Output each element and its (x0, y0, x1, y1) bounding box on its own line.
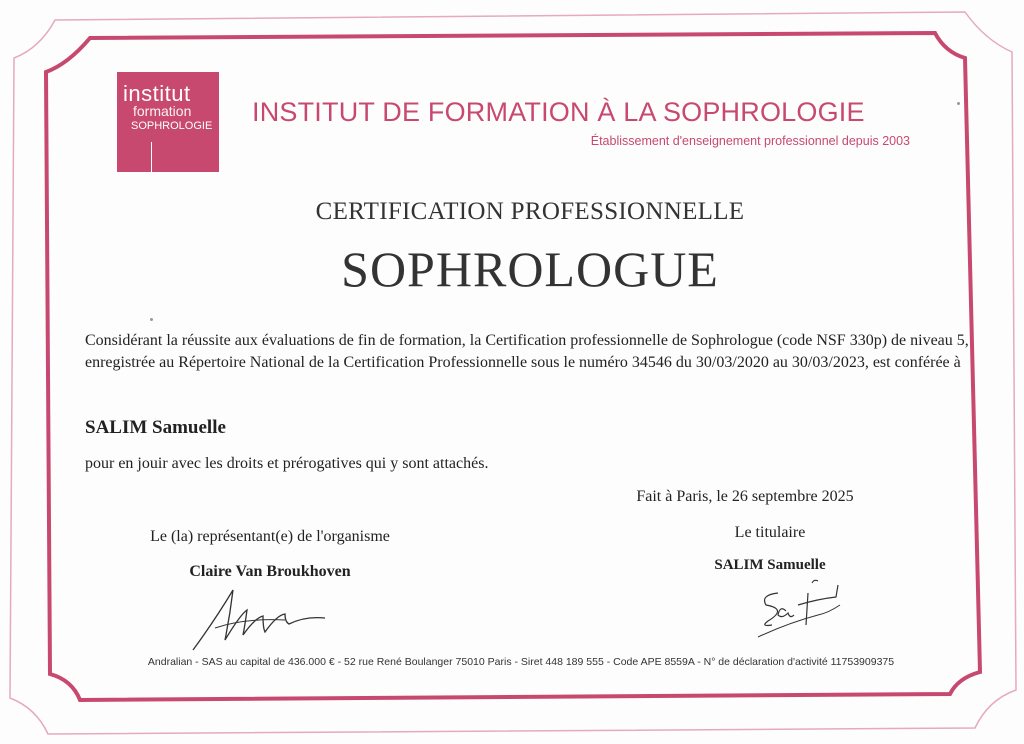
certification-kind: CERTIFICATION PROFESSIONNELLE (315, 198, 745, 225)
representative-signature (185, 580, 345, 655)
logo-line-formation: formation (133, 103, 192, 119)
representative-name: Claire Van Broukhoven (189, 563, 351, 580)
logo-line-sophrologie: SOPHROLOGIE (131, 120, 213, 132)
place-and-date: Fait à Paris, le 26 septembre 2025 (636, 488, 854, 505)
institute-title: INSTITUT DE FORMATION À LA SOPHROLOGIE (252, 97, 865, 127)
certification-statement: Considérant la réussite aux évaluations de fin de formation, la Certification professionnelle de Sophrologue (code NSF 330p) de niveau 5, enregistrée au Répertoire National de la Certification Professionnelle sous le numéro 34546 du 30/03/2020 au 30/03/2023, est conférée à (85, 332, 969, 371)
certification-name: SOPHROLOGUE (341, 241, 719, 297)
legal-footer: Andralian - SAS au capital de 436.000 € - 52 rue René Boulanger 75010 Paris - Siret 448 189 555 - Code APE 8559A - N° de déclaration d'activité 11753909375 (147, 656, 895, 668)
representative-label: Le (la) représentant(e) de l'organisme (150, 528, 390, 545)
holder-signature (748, 575, 848, 645)
holder-label: Le titulaire (734, 524, 806, 541)
paper-speck (957, 102, 960, 105)
institute-logo (117, 72, 219, 172)
holder-name: SALIM Samuelle (85, 417, 226, 438)
institute-subtitle: Établissement d'enseignement professionnel depuis 2003 (590, 134, 910, 148)
rights-statement: pour en jouir avec les droits et prérogatives qui y sont attachés. (85, 455, 489, 472)
logo-divider-vertical (151, 142, 152, 172)
paper-speck (150, 318, 153, 321)
logo-line-institut: institut (123, 81, 191, 106)
holder-signature-name: SALIM Samuelle (714, 557, 826, 573)
